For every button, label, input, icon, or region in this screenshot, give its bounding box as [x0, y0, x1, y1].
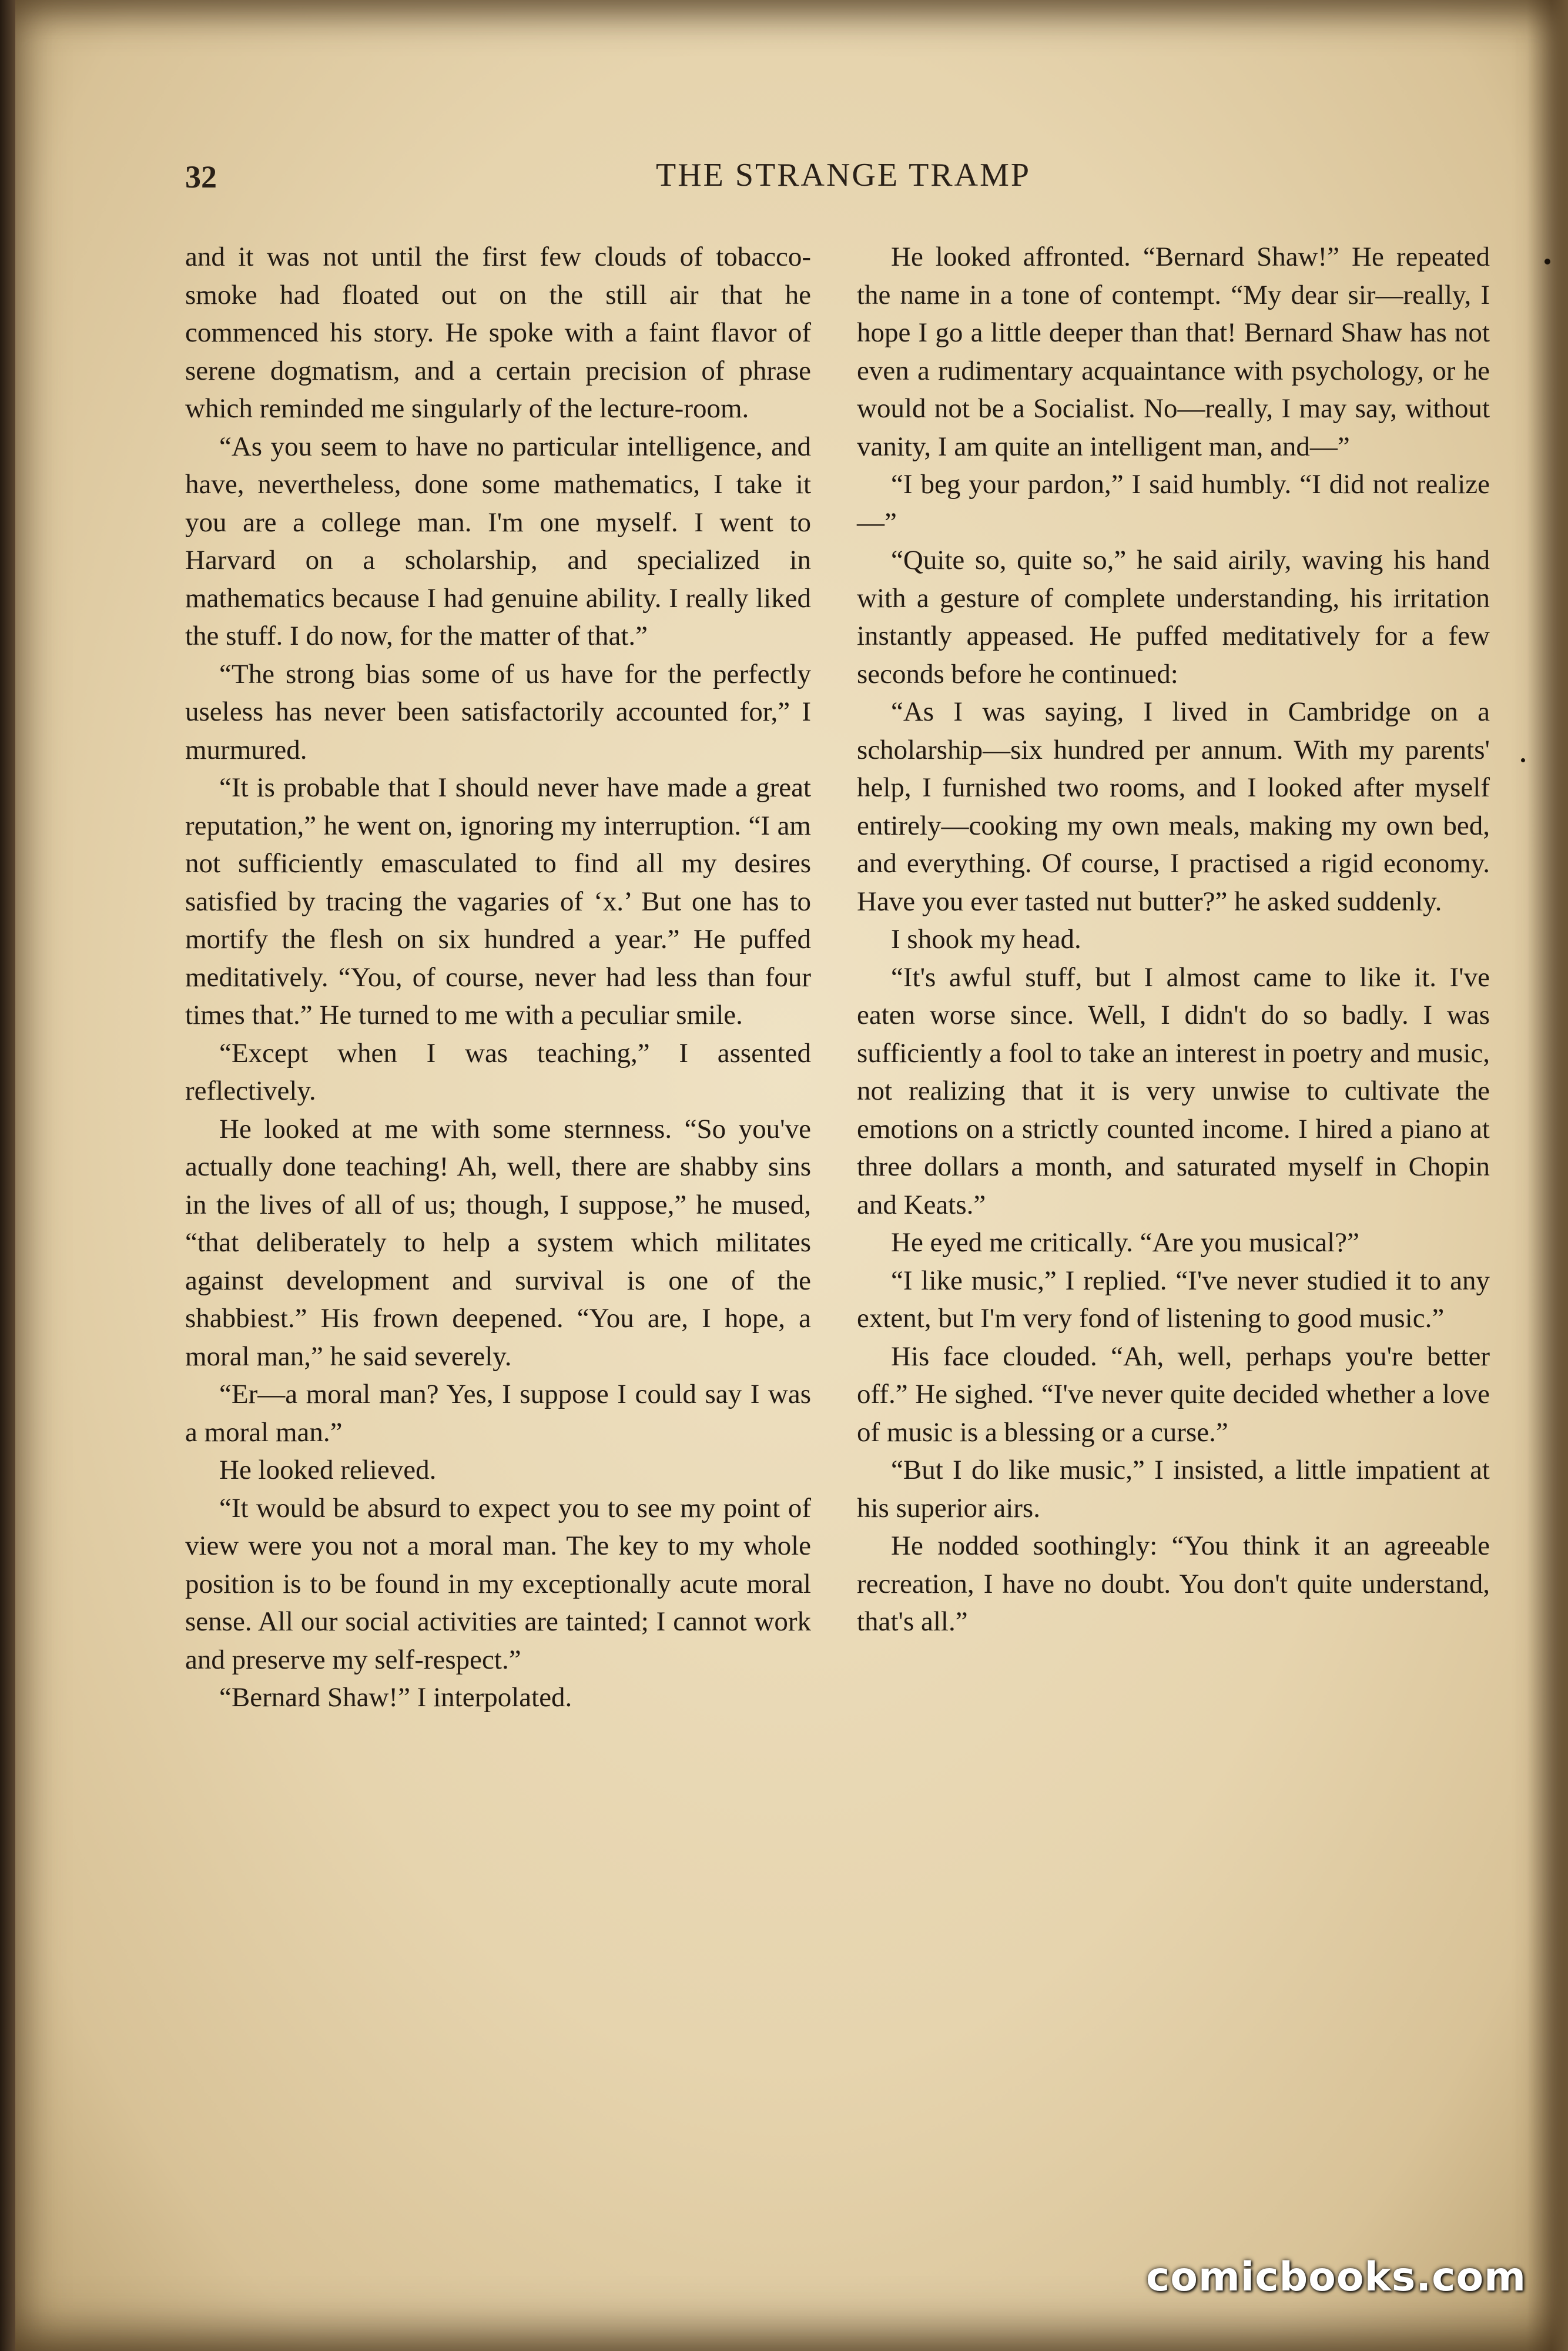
paragraph: “As you seem to have no particular intelligence, and have, nevertheless, done some mathematics, I take it you are a college man. I'm one myself. I went to Harvard on a scholarship, and specialized in mathematics because I had genuine ability. I really liked the stuff. I do now, for the matter of that.” [185, 431, 811, 651]
watermark-logo: comicbooks.com [1146, 2254, 1527, 2300]
paragraph: “I beg your pardon,” I said humbly. “I did not realize—” [857, 469, 1490, 538]
paragraph: “I like music,” I replied. “I've never studied it to any extent, but I'm very fond of listening to good music.” [857, 1265, 1490, 1334]
paragraph: “As I was saying, I lived in Cambridge on a scholarship—six hundred per annum. With my parents' help, I furnished two rooms, and I looked after myself entirely—cooking my own meals, making my own bed, and everything. Of course, I practised a rigid economy. Have you ever tasted nut butter?” he asked suddenly. [857, 696, 1490, 917]
paragraph: He nodded soothingly: “You think it an agreeable recreation, I have no doubt. You don't quite understand, that's all.” [857, 1531, 1490, 1637]
paragraph: “But I do like music,” I insisted, a little impatient at his superior airs. [857, 1455, 1490, 1523]
paragraph: “Except when I was teaching,” I assented reflectively. [185, 1037, 811, 1106]
paragraph: I shook my head. [891, 924, 1081, 955]
paragraph: “Quite so, quite so,” he said airily, waving his hand with a gesture of complete understanding, his irritation instantly appeased. He puffed meditatively for a few seconds before he continued: [857, 545, 1490, 689]
paragraph: “It would be absurd to expect you to see my point of view were you not a moral man. The key to my whole position is to be found in my exceptionally acute moral sense. All our social activities are tainted; I cannot work and preserve my self-respect.” [185, 1492, 811, 1675]
paragraph: He looked at me with some sternness. “So you've actually done teaching! Ah, well, there are shabby sins in the lives of all of us; though, I suppose,” he mused, “that deliberately to help a system which militates against development and survival is one of the shabbiest.” His frown deepened. “You are, I hope, a moral man,” he said severely. [185, 1113, 811, 1372]
paragraph: “It is probable that I should never have made a great reputation,” he went on, ignoring my interruption. “I am not sufficiently emasculated to find all my desires satisfied by tracing the vagaries of ‘x.’ But one has to mortify the flesh on six hundred a year.” He puffed meditatively. “You, of course, never had less than four times that.” He turned to me with a peculiar smile. [185, 772, 811, 1030]
ink-speck [1521, 758, 1525, 762]
ink-speck [1544, 259, 1550, 264]
left-column [185, 238, 811, 1717]
page-header [185, 159, 1502, 212]
paragraph: “Bernard Shaw!” I interpolated. [219, 1682, 572, 1713]
page-edge-shadow [1527, 0, 1568, 2351]
right-column [857, 238, 1490, 1641]
paragraph: He eyed me critically. “Are you musical?” [891, 1227, 1359, 1258]
running-head: THE STRANGE TRAMP [655, 157, 1031, 193]
paragraph: He looked relieved. [219, 1455, 437, 1485]
paragraph: His face clouded. “Ah, well, perhaps you're better off.” He sighed. “I've never quite decided whether a love of music is a blessing or a curse.” [857, 1341, 1490, 1448]
book-spine-shadow [0, 0, 15, 2351]
paragraph: He looked affronted. “Bernard Shaw!” He repeated the name in a tone of contempt. “My dear sir—really, I hope I go a little deeper than that! Bernard Shaw has not even a rudimentary acquaintance with psychology, or he would not be a Socialist. No—really, I may say, without vanity, I am quite an intelligent man, and—” [857, 242, 1490, 462]
paragraph: “It's awful stuff, but I almost came to like it. I've eaten worse since. Well, I didn't do so badly. I was sufficiently a fool to take an interest in poetry and music, not realizing that it is very unwise to cultivate the emotions on a strictly counted income. I hired a piano at three dollars a month, and saturated myself in Chopin and Keats.” [857, 962, 1490, 1220]
paragraph: “Er—a moral man? Yes, I suppose I could say I was a moral man.” [185, 1379, 811, 1448]
paragraph: and it was not until the first few clouds of tobacco-smoke had floated out on the still air that he commenced his story. He spoke with a faint flavor of serene dogmatism, and a certain precision of phrase which reminded me singularly of the lecture-room. [185, 242, 811, 424]
paragraph: “The strong bias some of us have for the perfectly useless has never been satisfactorily accounted for,” I murmured. [185, 658, 811, 765]
page-number: 32 [185, 159, 217, 195]
